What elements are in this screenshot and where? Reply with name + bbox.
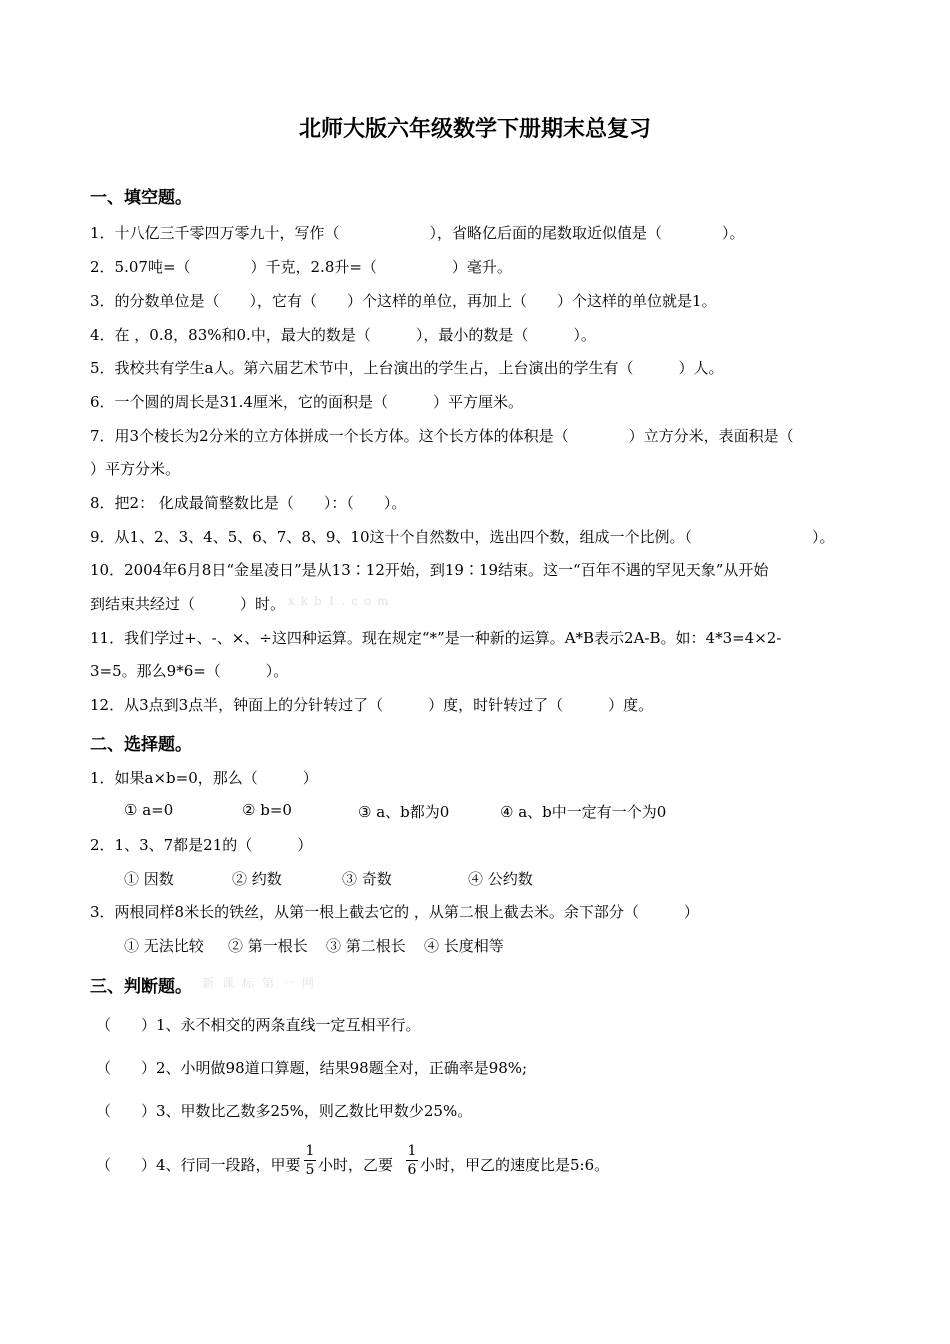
choice-q3-option-4: ④ 长度相等 xyxy=(424,937,504,955)
choice-q1-option-1: ① a=0 xyxy=(124,801,174,819)
choice-question-3: 3．两根同样8米长的铁丝，从第一根上截去它的 ，从第二根上截去米。余下部分（ ） xyxy=(90,903,699,921)
fill-question-7: 7．用3个棱长为2分米的立方体拼成一个长方体。这个长方体的体积是（ ）立方分米，表面积是（ xyxy=(90,427,794,445)
choice-q2-option-3: ③ 奇数 xyxy=(342,870,392,888)
choice-q1-option-3: ③ a、b都为0 xyxy=(358,803,450,821)
fill-question-11: 11．我们学过+、-、×、÷这四种运算。现在规定“*”是一种新的运算。A*B表示2A-B。如：4*3=4×2- xyxy=(90,629,782,647)
choice-q3-option-3: ③ 第二根长 xyxy=(326,937,406,955)
fraction-numerator: 1 xyxy=(407,1143,417,1159)
fill-question-10-cont: 到结束共经过（ ）时。 xyxy=(90,595,286,613)
fill-question-1: 1．十八亿三千零四万零九十，写作（ ），省略亿后面的尾数取近似值是（ ）。 xyxy=(90,224,745,242)
fill-question-7-cont: ）平方分米。 xyxy=(90,460,181,478)
fill-question-5: 5．我校共有学生a人。第六届艺术节中，上台演出的学生占，上台演出的学生有（ ）人。 xyxy=(90,359,724,377)
fill-question-3: 3．的分数单位是（ ），它有（ ）个这样的单位，再加上（ ）个这样的单位就是1。 xyxy=(90,292,717,310)
fraction-denominator: 6 xyxy=(407,1162,417,1178)
section-fill-heading: 一、填空题。 xyxy=(90,188,192,208)
choice-q1-option-2: ② b=0 xyxy=(242,801,292,819)
fill-question-11-cont: 3=5。那么9*6=（ ）。 xyxy=(90,662,289,680)
choice-q3-option-2: ② 第一根长 xyxy=(228,937,308,955)
fill-question-12: 12．从3点到3点半，钟面上的分针转过了（ ）度，时针转过了（ ）度。 xyxy=(90,696,654,714)
judge-question-3: （ ）3、甲数比乙数多25%，则乙数比甲数少25%。 xyxy=(96,1102,473,1120)
judge-question-2: （ ）2、小明做98道口算题，结果98题全对，正确率是98%; xyxy=(96,1059,528,1077)
fill-question-2: 2．5.07吨=（ ）千克，2.8升=（ ）毫升。 xyxy=(90,258,512,276)
section-choice-heading: 二、选择题。 xyxy=(90,735,192,755)
choice-q2-option-2: ② 约数 xyxy=(232,870,282,888)
choice-q1-option-4: ④ a、b中一定有一个为0 xyxy=(500,803,667,821)
choice-question-2: 2．1、3、7都是21的（ ） xyxy=(90,836,313,854)
judge-question-4-part-b: 小时，乙要 xyxy=(318,1156,394,1174)
fill-question-8: 8．把2： 化成最简整数比是（ ）：（ ）。 xyxy=(90,494,407,512)
judge-question-4-part-c: 小时，甲乙的速度比是5:6。 xyxy=(420,1156,610,1174)
fill-question-6: 6．一个圆的周长是31.4厘米，它的面积是（ ）平方厘米。 xyxy=(90,393,523,411)
fill-question-4: 4．在 ，0.8，83%和0.中，最大的数是（ ），最小的数是（ ）。 xyxy=(90,326,596,344)
choice-question-1: 1．如果a×b=0，那么（ ） xyxy=(90,769,318,787)
page-title: 北师大版六年级数学下册期末总复习 xyxy=(298,117,651,142)
choice-q2-option-1: ① 因数 xyxy=(124,870,174,888)
fill-question-10: 10．2004年6月8日“金星凌日”是从13∶12开始，到19∶19结束。这一“百年不遇的罕见天象”从开始 xyxy=(90,561,769,579)
choice-q2-option-4: ④ 公约数 xyxy=(468,870,533,888)
fraction-bar xyxy=(304,1160,316,1161)
fraction-one-sixth xyxy=(406,1143,418,1178)
fraction-one-fifth xyxy=(304,1143,316,1178)
fraction-bar xyxy=(406,1160,418,1161)
fraction-numerator: 1 xyxy=(305,1143,315,1159)
fraction-denominator: 5 xyxy=(305,1162,315,1178)
judge-question-4-part-a: （ ）4、行同一段路，甲要 xyxy=(96,1156,301,1174)
watermark-text: xkb1.com xyxy=(288,594,395,608)
watermark-text-2: 新课标第一网 xyxy=(202,976,323,990)
choice-q3-option-1: ① 无法比较 xyxy=(124,937,204,955)
section-judge-heading: 三、判断题。 xyxy=(90,977,192,997)
judge-question-1: （ ）1、永不相交的两条直线一定互相平行。 xyxy=(96,1016,421,1034)
fill-question-9: 9．从1、2、3、4、5、6、7、8、9、10这十个自然数中，选出四个数，组成一个比例。（ ）。 xyxy=(90,528,835,546)
